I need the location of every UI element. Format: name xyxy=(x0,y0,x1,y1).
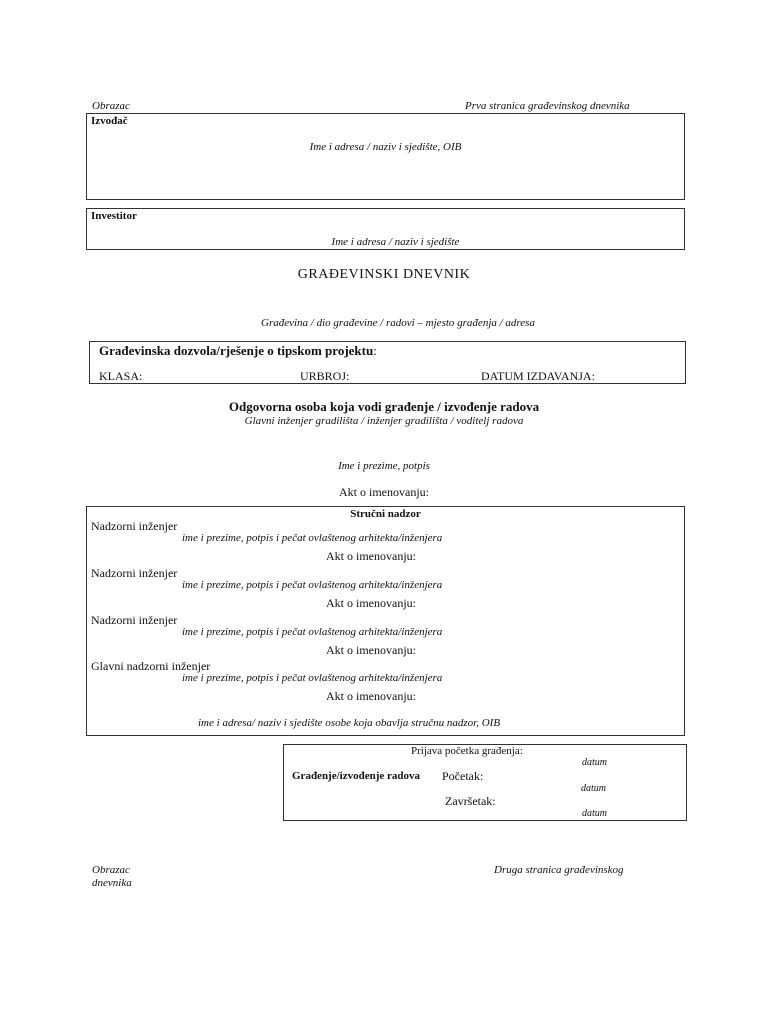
start-label: Početak: xyxy=(442,769,484,783)
supervisor-hint-3: ime i prezime, potpis i pečat ovlaštenog arhitekta/inženjera xyxy=(182,626,443,638)
start-registration-label: Prijava početka građenja: xyxy=(411,745,523,757)
permit-colon: : xyxy=(373,343,377,358)
supervisor-role-3: Nadzorni inženjer xyxy=(91,613,178,627)
building-hint: Građevina / dio građevine / radovi – mjesto građenja / adresa xyxy=(261,317,535,329)
contractor-box xyxy=(86,113,685,200)
footer-left-line2: dnevnika xyxy=(92,877,132,889)
responsible-title: Odgovorna osoba koja vodi građenje / izvođenje radova xyxy=(228,399,540,414)
start-date-hint: datum xyxy=(581,783,606,794)
klasa-label: KLASA: xyxy=(99,369,143,383)
supervisor-act-2: Akt o imenovanju: xyxy=(326,596,416,610)
dates-box xyxy=(283,744,687,821)
urbroj-label: URBROJ: xyxy=(300,369,350,383)
contractor-hint: Ime i adresa / naziv i sjedište, OIB xyxy=(309,141,462,153)
registration-date-hint: datum xyxy=(582,757,607,768)
supervisor-act-3: Akt o imenovanju: xyxy=(326,643,416,657)
form-label: Obrazac xyxy=(92,100,130,112)
supervisor-role-2: Nadzorni inženjer xyxy=(91,566,178,580)
chief-supervisor-hint: ime i prezime, potpis i pečat ovlaštenog arhitekta/inženjera xyxy=(182,672,443,684)
footer-left-line1: Obrazac xyxy=(92,864,130,876)
issue-date-label: DATUM IZDAVANJA: xyxy=(481,369,595,383)
footer-right: Druga stranica građevinskog xyxy=(494,864,624,876)
end-date-hint: datum xyxy=(582,808,607,819)
permit-title-text: Građevinska dozvola/rješenje o tipskom projektu xyxy=(99,343,374,358)
supervision-footer-hint: ime i adresa/ naziv i sjedište osobe koja obavlja stručnu nadzor, OIB xyxy=(198,717,501,729)
supervision-title: Stručni nadzor xyxy=(350,508,421,520)
investor-box xyxy=(86,208,685,250)
footer-left xyxy=(92,864,132,890)
contractor-label: Izvođač xyxy=(91,115,128,127)
supervisor-act-1: Akt o imenovanju: xyxy=(326,549,416,563)
supervisor-hint-1: ime i prezime, potpis i pečat ovlaštenog arhitekta/inženjera xyxy=(182,532,443,544)
responsible-name-hint: Ime i prezime, potpis xyxy=(338,460,430,472)
supervisor-role-1: Nadzorni inženjer xyxy=(91,519,178,533)
works-label: Građenje/izvođenje radova xyxy=(292,770,421,782)
end-label: Završetak: xyxy=(445,794,496,808)
permit-title xyxy=(99,343,377,359)
responsible-act: Akt o imenovanju: xyxy=(339,485,429,499)
page-label: Prva stranica građevinskog dnevnika xyxy=(465,100,630,112)
investor-label: Investitor xyxy=(91,210,137,222)
page-title: GRAĐEVINSKI DNEVNIK xyxy=(297,267,471,282)
chief-supervisor-act: Akt o imenovanju: xyxy=(326,689,416,703)
responsible-subtitle: Glavni inženjer gradilišta / inženjer gradilišta / voditelj radova xyxy=(244,415,524,427)
supervisor-hint-2: ime i prezime, potpis i pečat ovlaštenog arhitekta/inženjera xyxy=(182,579,443,591)
chief-supervisor-role: Glavni nadzorni inženjer xyxy=(91,659,211,673)
investor-hint: Ime i adresa / naziv i sjedište xyxy=(331,236,460,248)
supervision-box xyxy=(86,506,685,736)
permit-box xyxy=(89,341,686,384)
